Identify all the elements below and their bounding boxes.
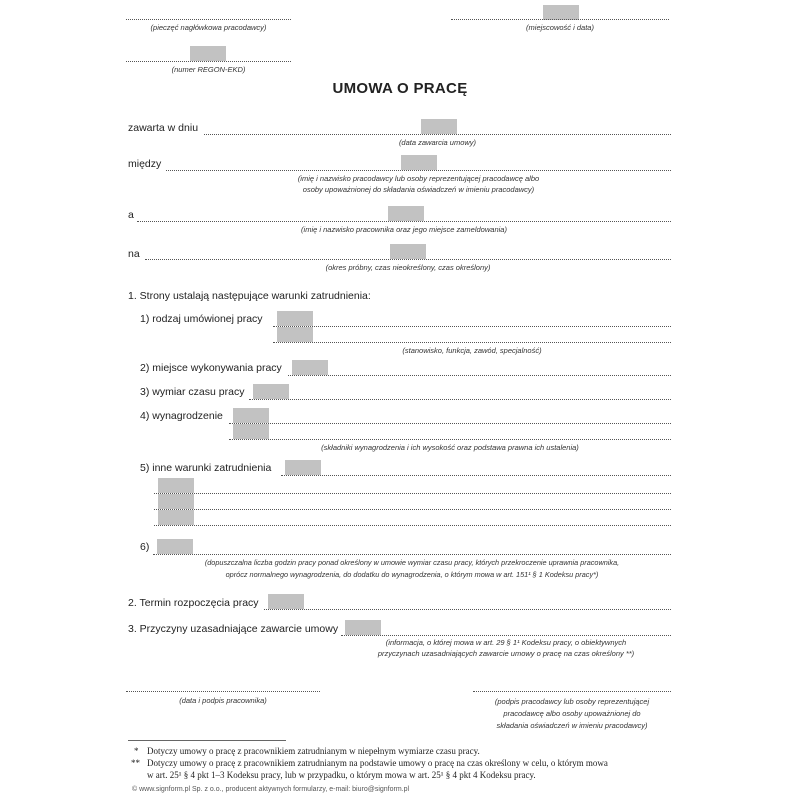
between-label: między	[128, 158, 162, 170]
employee-name-input[interactable]	[388, 206, 424, 221]
work-place-line	[288, 375, 671, 376]
working-time-input[interactable]	[253, 384, 289, 399]
contract-period-input[interactable]	[390, 244, 426, 259]
employer-name-caption-2: osoby upoważnionej do składania oświadczeń w imieniu pracodawcy)	[302, 185, 535, 194]
footnote-1-mark: *	[134, 746, 139, 756]
work-place-input[interactable]	[292, 360, 328, 375]
employer-name-line	[166, 170, 671, 171]
contract-period-line	[145, 259, 671, 260]
work-type-line-1	[273, 326, 671, 327]
and-label: a	[128, 209, 134, 221]
reasons-line	[341, 635, 671, 636]
employer-signature-caption-1: (podpis pracodawcy lub osoby reprezentującej	[494, 697, 650, 706]
salary-caption: (składniki wynagrodzenia i ich wysokość oraz podstawa prawna ich ustalenia)	[321, 443, 579, 452]
work-type-line-2	[273, 342, 671, 343]
other-conditions-line-2	[154, 493, 671, 494]
terms-heading: 1. Strony ustalają następujące warunki zatrudnienia:	[128, 290, 371, 302]
other-conditions-line-3	[154, 509, 671, 510]
salary-line-2	[229, 439, 671, 440]
overtime-caption-2: oprócz normalnego wynagrodzenia, do dodatku do wynagrodzenia, o którym mowa w art. 151¹ § 1 Kodeksu pracy*)	[225, 570, 599, 579]
employer-name-input[interactable]	[401, 155, 437, 170]
employee-signature-line[interactable]	[126, 691, 320, 692]
place-date-line	[451, 19, 669, 20]
contract-date-line	[204, 134, 671, 135]
overtime-caption-1: (dopuszczalna liczba godzin pracy ponad określony w umowie wymiar czasu pracy, których przekroczenie uprawnia pracownika,	[204, 558, 620, 567]
employer-signature-caption-2: pracodawcę albo osoby upoważnionej do	[503, 709, 641, 718]
regon-line	[126, 61, 291, 62]
working-time-line	[249, 399, 671, 400]
start-date-line	[264, 609, 671, 610]
work-type-input-1[interactable]	[277, 311, 313, 326]
work-type-caption: (stanowisko, funkcja, zawód, specjalność)	[402, 346, 542, 355]
employer-stamp-line	[126, 19, 291, 20]
on-label: na	[128, 248, 140, 260]
work-type-input-2[interactable]	[277, 327, 313, 342]
place-date-caption: (miejscowość i data)	[526, 23, 594, 32]
start-date-input[interactable]	[268, 594, 304, 609]
copyright-notice: © www.signform.pl Sp. z o.o., producent aktywnych formularzy, e-mail: biuro@signform.pl	[132, 786, 410, 793]
employer-name-caption-1: (imię i nazwisko pracodawcy lub osoby reprezentującej pracodawcę albo	[297, 174, 540, 183]
regon-caption: (numer REGON-EKD)	[171, 65, 246, 74]
work-place-label: 2) miejsce wykonywania pracy	[140, 362, 282, 374]
contract-date-caption: (data zawarcia umowy)	[398, 138, 477, 147]
start-label: 2. Termin rozpoczęcia pracy	[128, 597, 259, 609]
other-conditions-line-4	[154, 525, 671, 526]
other-conditions-input-1[interactable]	[285, 460, 321, 475]
salary-line-1	[229, 423, 671, 424]
footnote-2-text-1: Dotyczy umowy o pracę z pracownikiem zatrudnianym na podstawie umowy o pracę na czas określony w celu, o którym mowa	[147, 758, 608, 768]
regon-input[interactable]	[190, 46, 226, 61]
overtime-input[interactable]	[157, 539, 193, 554]
salary-label: 4) wynagrodzenie	[140, 410, 223, 422]
overtime-line	[153, 554, 671, 555]
other-conditions-input-3[interactable]	[158, 494, 194, 509]
concluded-label: zawarta w dniu	[128, 122, 199, 134]
employer-signature-line[interactable]	[473, 691, 671, 692]
footnote-1-text: Dotyczy umowy o pracę z pracownikiem zatrudnianym w niepełnym wymiarze czasu pracy.	[147, 746, 480, 756]
working-time-label: 3) wymiar czasu pracy	[140, 386, 245, 398]
work-type-label: 1) rodzaj umówionej pracy	[140, 313, 263, 325]
reasons-label: 3. Przyczyny uzasadniające zawarcie umowy	[128, 623, 339, 635]
employee-signature-caption: (data i podpis pracownika)	[179, 696, 267, 705]
salary-input-2[interactable]	[233, 424, 269, 439]
other-conditions-input-2[interactable]	[158, 478, 194, 493]
contract-period-caption: (okres próbny, czas nieokreślony, czas określony)	[325, 263, 491, 272]
reasons-caption-2: przyczynach uzasadniających zawarcie umowy o pracę na czas określony **)	[377, 649, 635, 658]
reasons-input[interactable]	[345, 620, 381, 635]
footnote-separator	[128, 740, 286, 741]
place-date-input[interactable]	[543, 5, 579, 20]
contract-date-input[interactable]	[421, 119, 457, 134]
employer-signature-caption-3: składania oświadczeń w imieniu pracodawcy)	[496, 721, 648, 730]
item6-label: 6)	[140, 541, 150, 553]
other-conditions-input-4[interactable]	[158, 510, 194, 525]
document-title: UMOWA O PRACĘ	[332, 80, 468, 97]
employee-name-caption: (imię i nazwisko pracownika oraz jego miejsce zameldowania)	[301, 225, 507, 234]
salary-input-1[interactable]	[233, 408, 269, 423]
employer-stamp-caption: (pieczęć nagłówkowa pracodawcy)	[150, 23, 267, 32]
employee-name-line	[137, 221, 671, 222]
other-conditions-line-1	[281, 475, 671, 476]
footnote-2-mark: **	[131, 758, 140, 768]
footnote-2-text-2: w art. 25¹ § 4 pkt 1–3 Kodeksu pracy, lub w przypadku, o którym mowa w art. 25¹ § 4 pkt 4 Kodeksu pracy.	[147, 770, 536, 780]
reasons-caption-1: (informacja, o której mowa w art. 29 § 1¹ Kodeksu pracy, o obiektywnych	[385, 638, 627, 647]
other-conditions-label: 5) inne warunki zatrudnienia	[140, 462, 272, 474]
